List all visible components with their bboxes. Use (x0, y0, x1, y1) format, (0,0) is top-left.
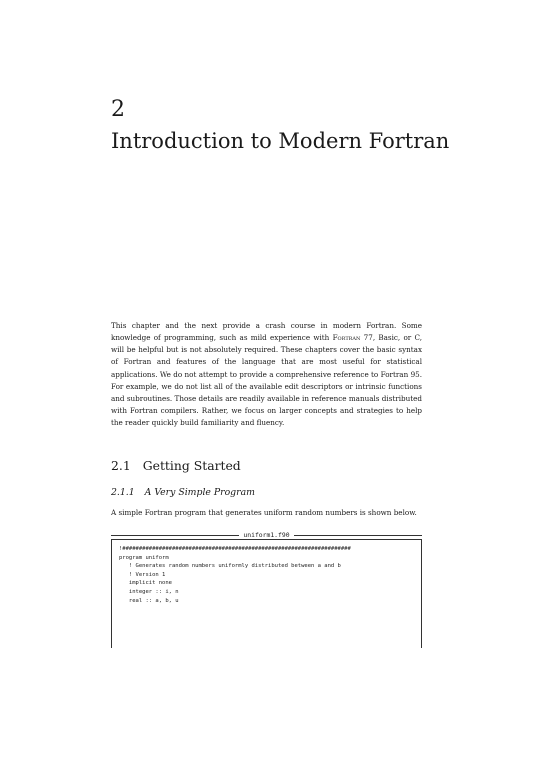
caption-rule-right (294, 535, 422, 536)
subsection-title: A Very Simple Program (144, 487, 255, 498)
code-line: program uniform (119, 554, 169, 561)
fortran-small-caps: Fortran (332, 333, 361, 343)
section-title: Getting Started (142, 458, 241, 473)
chapter-number: 2 (111, 97, 125, 122)
code-line: ! Generates random numbers uniformly distributed between a and b (119, 563, 341, 570)
section-number: 2.1 (111, 458, 131, 473)
code-line: real :: a, b, u (119, 597, 179, 604)
subsection-number: 2.1.1 (111, 487, 135, 498)
code-filename: uniform1.f90 (243, 531, 290, 539)
code-line: integer :: i, n (119, 588, 179, 595)
intro-text-part-2: 77, Basic, or C, will be helpful but is not absolutely required. These chapters cover the basic syntax of Fortran and features of the language that are most useful for statistical applications. We do not attempt to provide a comprehensive reference to Fortran 95. For example, we do not list all of the available edit descriptors or intrinsic functions and subroutines. Those details are readily available in reference manuals distributed with Fortran compilers. Rather, we focus on larger concepts and strategies to help the reader quickly build familiarity and fluency. (111, 333, 422, 428)
code-listing (111, 539, 422, 648)
intro-paragraph (111, 320, 422, 429)
code-line: !##################################################################### (119, 546, 351, 552)
code-line: implicit none (119, 580, 172, 587)
subsection-heading (111, 487, 255, 499)
intro-text-part-1: This chapter and the next provide a crash course in modern Fortran. Some knowledge of programming, such as mild experience with (111, 321, 422, 343)
lead-paragraph: A simple Fortran program that generates uniform random numbers is shown below. (111, 508, 417, 517)
section-heading (111, 458, 241, 474)
code-lines (119, 545, 351, 605)
chapter-title: Introduction to Modern Fortran (111, 129, 450, 153)
code-line: ! Version 1 (119, 571, 166, 578)
